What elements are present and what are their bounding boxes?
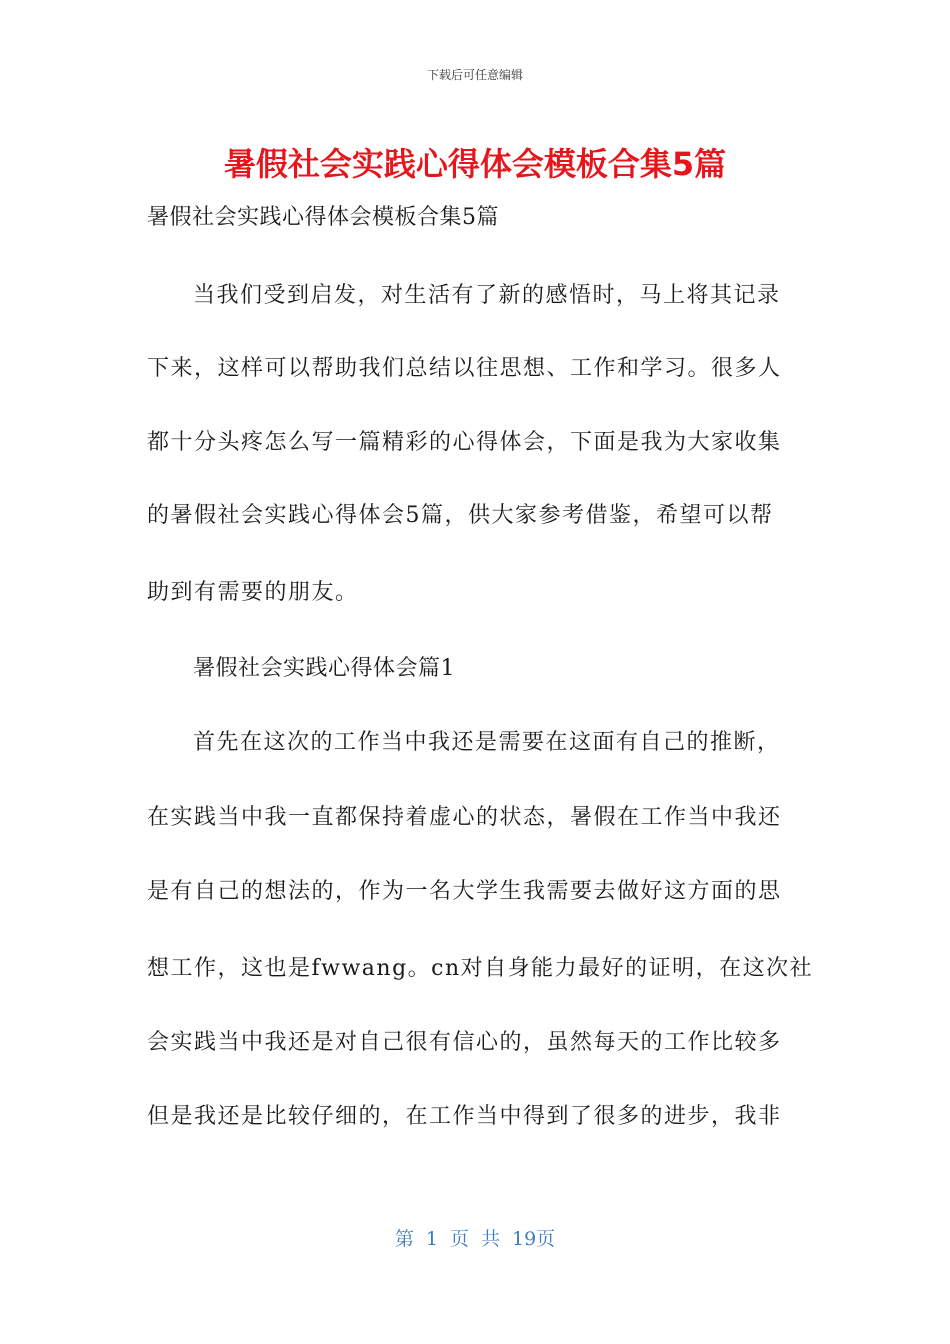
section-line-1: 首先在这次的工作当中我还是需要在这面有自己的推断， <box>193 730 781 755</box>
intro-line-3: 都十分头疼怎么写一篇精彩的心得体会，下面是我为大家收集 <box>147 430 782 455</box>
section-line-5: 会实践当中我还是对自己很有信心的，虽然每天的工作比较多 <box>147 1030 782 1055</box>
page-footer <box>0 1224 950 1251</box>
intro-line-4: 的暑假社会实践心得体会5篇，供大家参考借鉴，希望可以帮 <box>147 503 774 528</box>
footer-current-page: 1 <box>425 1228 438 1250</box>
intro-line-5: 助到有需要的朋友。 <box>147 580 359 605</box>
footer-total-pages: 19页 <box>511 1228 556 1250</box>
document-title: 暑假社会实践心得体会模板合集5篇 <box>223 145 727 183</box>
document-subtitle: 暑假社会实践心得体会模板合集5篇 <box>147 205 499 230</box>
header-note: 下载后可任意编辑 <box>426 68 523 82</box>
section-heading: 暑假社会实践心得体会篇1 <box>193 656 455 681</box>
section-line-2: 在实践当中我一直都保持着虚心的状态，暑假在工作当中我还 <box>147 805 782 830</box>
intro-line-1: 当我们受到启发，对生活有了新的感悟时，马上将其记录 <box>193 283 781 308</box>
section-line-6: 但是我还是比较仔细的，在工作当中得到了很多的进步，我非 <box>147 1104 782 1129</box>
section-line-3: 是有自己的想法的，作为一名大学生我需要去做好这方面的思 <box>147 879 782 904</box>
footer-label-of: 页 共 <box>449 1228 500 1250</box>
intro-line-2: 下来，这样可以帮助我们总结以往思想、工作和学习。很多人 <box>147 356 782 381</box>
section-line-4: 想工作，这也是fwwang。cn对自身能力最好的证明，在这次社 <box>147 956 814 981</box>
footer-label-page: 第 <box>394 1228 414 1250</box>
